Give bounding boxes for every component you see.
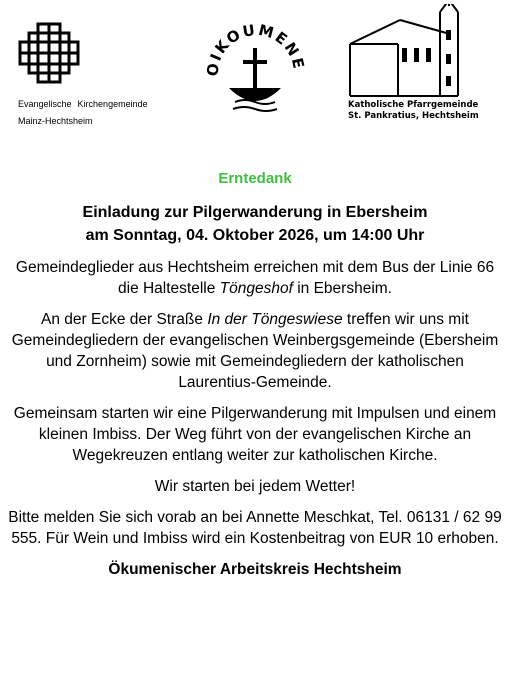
paragraph-weather: Wir starten bei jedem Wetter!: [154, 478, 356, 495]
org-left-word2: Kirchengemeinde: [77, 99, 148, 109]
evangelical-logo: [18, 22, 178, 84]
oikoumene-logo: [205, 22, 305, 122]
header: [0, 0, 510, 150]
invitation-body: [0, 170, 510, 579]
event-title: Erntedank: [218, 170, 292, 187]
paragraph-meeting-point: An der Ecke der Straße In der Töngeswiese treffen wir uns mit Gemeindegliedern der evangelischen Weinbergsgemeinde (Ebersheim und Zornheim) sowie mit Gemeindegliedern der katholischen Laurentius-Gemeinde.: [11, 311, 499, 391]
catholic-org-name: [348, 100, 488, 122]
street-name: In der Töngeswiese: [207, 311, 343, 328]
paragraph-bus: Gemeindeglieder aus Hechtsheim erreichen mit dem Bus der Linie 66 die Haltestelle Töngeshof in Ebersheim.: [15, 259, 495, 297]
subtitle-line2: am Sonntag, 04. Oktober 2026, um 14:00 Uhr: [85, 227, 425, 244]
oikoumene-arc-text: OIKOUMEN: [205, 22, 304, 78]
org-right-line2: St. Pankratius, Hechtsheim: [348, 111, 479, 121]
ship-icon: [229, 48, 281, 111]
church-icon: [340, 4, 490, 99]
paragraph-registration: Bitte melden Sie sich vorab an bei Annette Meschkat, Tel. 06131 / 62 99 555. Für Wein und Imbiss wird ein Kostenbeitrag von EUR 10 erhoben.: [8, 509, 502, 547]
cross-grid-icon: [18, 22, 80, 84]
org-left-word1: Evangelische: [18, 99, 72, 109]
org-right-line1: Katholische Pfarrgemeinde: [348, 100, 479, 110]
paragraph-walk: Gemeinsam starten wir eine Pilgerwanderung mit Impulsen und einem kleinen Imbiss. Der Weg führt von der evangelischen Kirche an Wegekreuzen entlang weiter zur katholischen Kirche.: [13, 405, 497, 464]
bus-stop-name: Töngeshof: [219, 280, 293, 297]
subtitle-line1: Einladung zur Pilgerwanderung in Ebersheim: [82, 204, 428, 221]
church-logo: [340, 4, 490, 99]
org-left-line2: Mainz-Hechtsheim: [18, 116, 93, 126]
organizer-signature: Ökumenischer Arbeitskreis Hechtsheim: [108, 561, 402, 578]
evangelical-org-name: [18, 96, 148, 130]
event-subtitle: [0, 201, 510, 247]
